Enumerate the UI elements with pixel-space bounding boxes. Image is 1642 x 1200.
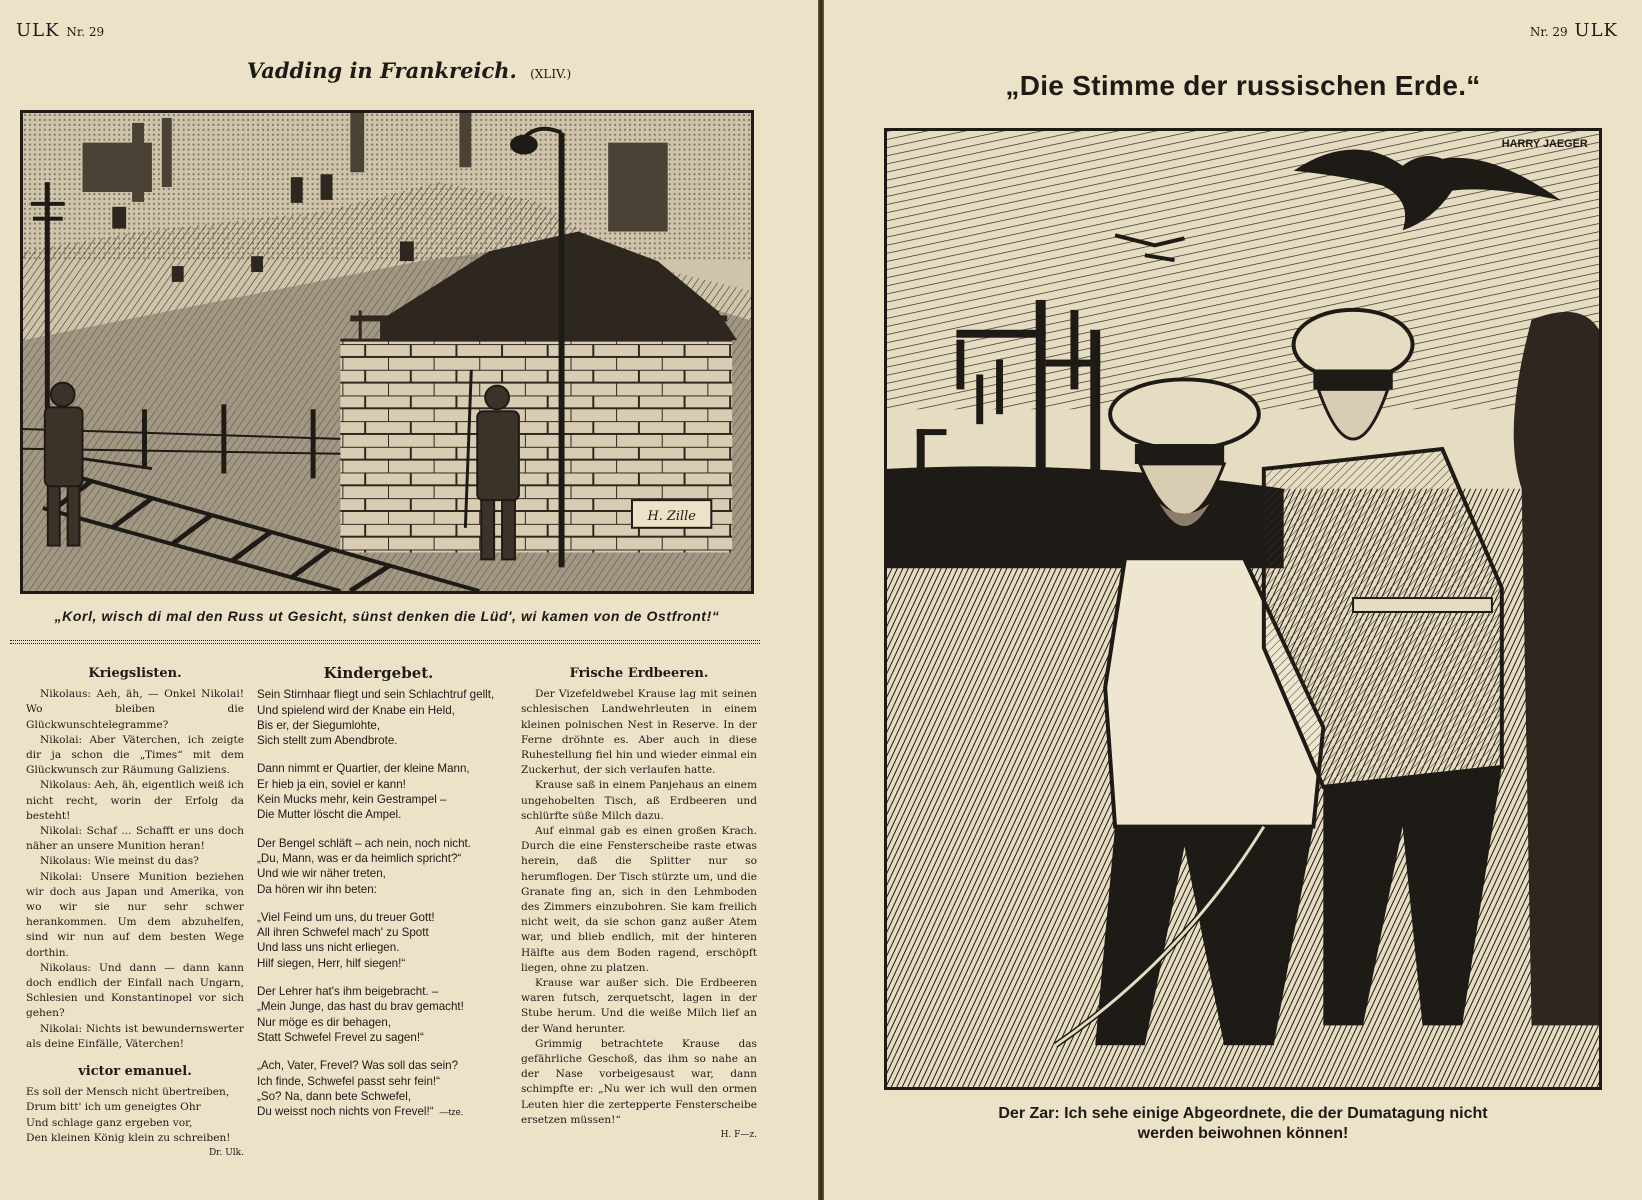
kriegslisten-paragraph: Nikolaus: Aeh, äh, — Onkel Nikolai! Wo bleiben die Glückwunschtelegramme? (26, 688, 244, 731)
column-kindergebet (257, 666, 500, 1133)
erdbeeren-paragraph: Grimmig betrachtete Krause das gefährliche Geschoß, das ihm so nahe an der Nase vorbeigesaust war, dann schimpfte er: „Nu wer ich wull den ormen Leuten hier die zerteppertе Fensterscheibe ersetzen müssen!“ (521, 1037, 757, 1126)
tze-signature: —tze. (439, 1107, 464, 1118)
zille-signature: H. Zille (647, 508, 696, 524)
kriegslisten-heading: Kriegslisten. (88, 666, 182, 681)
kindergebet-heading: Kindergebet. (323, 664, 434, 682)
erdbeeren-heading: Frische Erdbeeren. (569, 666, 709, 681)
section-divider (10, 640, 760, 644)
victor-emanuel-heading: victor emanuel. (78, 1064, 192, 1080)
stanza-line: Bis er, der Siegumlohte, (257, 718, 381, 732)
left-caption: „Korl, wisch di mal den Russ ut Gesicht, sünst denken die Lüd', wi kamen von de Ostfront!“ (54, 608, 720, 624)
stanza-line: Sein Stirnhaar fliegt und sein Schlachtruf gellt, (257, 688, 495, 702)
stanza-line: Da hören wir ihn beten: (257, 882, 377, 896)
stanza (257, 1058, 500, 1120)
stanza (257, 687, 500, 748)
stanza-line-text: Du weisst noch nichts von Frevel!“ (257, 1105, 434, 1119)
kriegslisten-paragraph: Nikolai: Aber Väterchen, ich zeigte dir ja schon die „Times“ mit dem Glückwunsch zur Räumung Galiziens. (26, 733, 244, 777)
right-caption (884, 1104, 1602, 1144)
coal-yard-drawing (23, 113, 751, 591)
stanza (257, 761, 500, 822)
stanza-line: Nur möge es dir behagen, (257, 1015, 392, 1029)
erdbeeren-paragraph: Krause saß in einem Panjehaus an einem ungehobelten Tisch, aß Erdbeeren und schlürfte süße Milch dazu. (521, 779, 757, 822)
dr-ulk-signature: Dr. Ulk. (208, 1148, 244, 1159)
right-caption-line: Der Zar: Ich sehe einige Abgeordnete, die der Dumatagung nicht (998, 1105, 1488, 1122)
right-page (824, 0, 1642, 1200)
stanza (257, 836, 500, 897)
stanza-line: Dann nimmt er Quartier, der kleine Mann, (257, 762, 470, 776)
right-title: „Die Stimme der russischen Erde.“ (1005, 70, 1481, 101)
left-title (0, 58, 818, 83)
verse-line: Drum bitt' ich um geneigtes Ohr (26, 1101, 201, 1114)
left-illustration (20, 110, 754, 594)
kriegslisten-paragraph: Nikolaus: Und dann — dann kann doch endlich der Einfall nach Ungarn, Schlesien und Konstantinopel vor sich gehen? (26, 961, 244, 1020)
stanza (257, 984, 500, 1045)
left-title-main: Vadding in Frankreich. (246, 58, 517, 83)
stanza-line: Und wie wir näher treten, (257, 867, 386, 881)
erdbeeren-paragraph: Krause war außer sich. Die Erdbeeren waren futsch, zerquetscht, lagen in der Stube herum. Und die weiße Milch lief an der Wand herunter. (521, 977, 757, 1035)
stanza-line: Sich stellt zum Abendbrote. (257, 734, 398, 748)
left-brand: ULK (16, 20, 60, 41)
kriegslisten-paragraph: Nikolai: Schaf ... Schafft er uns doch näher an unsere Munition heran! (26, 825, 244, 853)
stanza-line: Die Mutter löscht die Ampel. (257, 808, 402, 822)
verse-line: Und schlage ganz ergeben vor, (26, 1116, 193, 1129)
stanza (257, 910, 500, 971)
erdbeeren-paragraph: Auf einmal gab es einen großen Krach. Durch die eine Fensterscheibe raste etwas herein, daß die Splitter nur so herumflogen. Der Tisch stürzte um, und die Granate fing an, sich in den Lehmboden des Zimmers einzubohren. Sie kam freilich nicht weit, da sie schon ganz außer Atem war, und blieb endlich, mit der hinteren Hälfte aus dem Boden ragend, erschöpft liegen, ohne zu platzen. (521, 825, 757, 974)
stanza-line: „So? Na, dann bete Schwefel, (257, 1089, 412, 1103)
stanza-line: „Viel Feind um uns, du treuer Gott! (257, 910, 435, 924)
stanza-line: Der Bengel schläft – ach nein, noch nicht. (257, 836, 471, 850)
stanza-line: All ihren Schwefel mach' zu Spott (257, 926, 429, 940)
stanza-line: Und spielend wird der Knabe ein Held, (257, 703, 455, 717)
right-caption-line: werden beiwohnen können! (1137, 1125, 1349, 1142)
jaeger-signature: HARRY JAEGER (1501, 137, 1588, 150)
stanza-line: Der Lehrer hat's ihm beigebracht. – (257, 985, 439, 999)
stanza-line: Hilf siegen, Herr, hilf siegen!“ (257, 956, 406, 970)
stanza-line: „Ach, Vater, Frevel? Was soll das sein? (257, 1059, 459, 1073)
left-title-number: (XLIV.) (530, 67, 572, 81)
right-brand: ULK (1574, 20, 1618, 41)
erdbeeren-paragraph: Der Vizefeldwebel Krause lag mit seinen schlesischen Landwehrleuten in einem kleinen polnischen Nest in Reserve. In der Ferne dröhnte es. Aber auch in diese Ruhestellung fiel hin und wieder einmal ein Zuckerhut, der sich verlaufen hatte. (521, 688, 757, 777)
column-frische-erdbeeren (521, 666, 757, 1143)
stanza-line: „Du, Mann, was er da heimlich spricht?“ (257, 851, 462, 865)
kriegslisten-paragraph: Nikolaus: Aeh, äh, eigentlich weiß ich nicht recht, worin der Erfolg da besteht! (26, 779, 244, 822)
kriegslisten-paragraph: Nikolai: Nichts ist bewundernswerter als deine Einfälle, Väterchen! (26, 1022, 244, 1050)
left-running-head (16, 20, 104, 41)
verse-line: Es soll der Mensch nicht übertreiben, (26, 1086, 230, 1099)
verse-line: Den kleinen König klein zu schreiben! (26, 1131, 231, 1144)
tsar-cartoon-drawing (887, 131, 1599, 1087)
kriegslisten-paragraph: Nikolaus: Wie meinst du das? (40, 855, 199, 868)
stanza-line: Ich finde, Schwefel passt sehr fein!“ (257, 1074, 441, 1088)
left-issue-number: Nr. 29 (66, 25, 105, 39)
kriegslisten-paragraph: Nikolai: Unsere Munition beziehen wir doch aus Japan und Amerika, von wo wir sie nur sehr schwer herankommen. Um dem abzuhelfen, sind wir nun auf dem besten Wege dorthin. (26, 870, 244, 959)
right-issue-number: Nr. 29 (1529, 25, 1568, 39)
left-page (0, 0, 818, 1200)
right-illustration (884, 128, 1602, 1090)
hf-signature: H. F—z. (720, 1130, 757, 1141)
stanza-line: „Mein Junge, das hast du brav gemacht! (257, 1000, 464, 1014)
stanza-line: Er hieb ja ein, soviel er kann! (257, 777, 406, 791)
stanza-line: Und lass uns nicht erliegen. (257, 941, 400, 955)
stanza-line: Kein Mucks mehr, kein Gestrampel – (257, 793, 447, 807)
stanza-line: Statt Schwefel Frevel zu sagen!“ (257, 1030, 424, 1044)
stanza-line (257, 1104, 500, 1120)
column-kriegslisten (26, 666, 244, 1161)
right-running-head (1530, 20, 1618, 41)
